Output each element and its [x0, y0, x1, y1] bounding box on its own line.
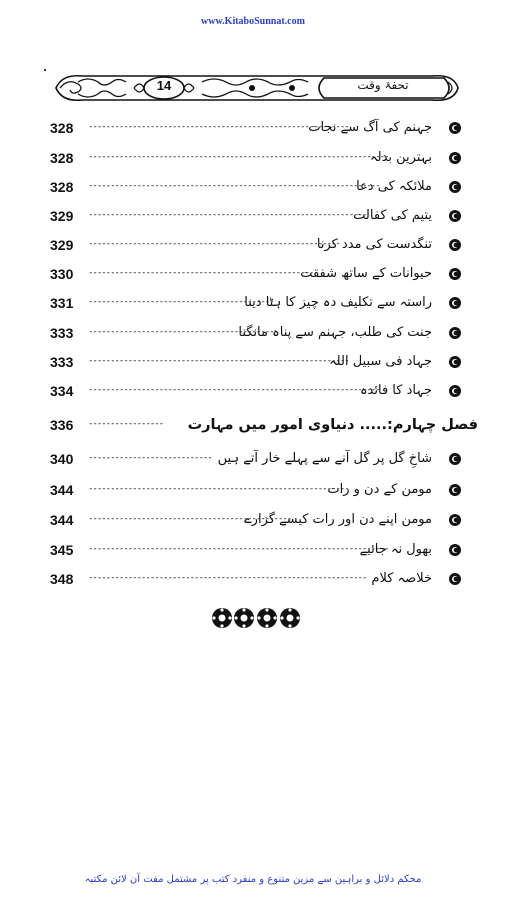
toc-page-number: 333	[50, 325, 74, 341]
scan-speck	[44, 69, 46, 71]
toc-page-number: 331	[50, 295, 74, 311]
toc-row[interactable]	[50, 263, 468, 285]
toc-row[interactable]	[50, 205, 468, 227]
toc-page-number: 333	[50, 354, 74, 370]
toc-row[interactable]	[50, 117, 468, 139]
toc-row[interactable]	[50, 509, 468, 531]
toc-title: مومن اپنے دن اور رات کیسے گزارے	[244, 512, 432, 527]
dot-leader: --------------------------------------------------------------------	[88, 152, 389, 162]
toc-title: جنت کی طلب، جہنم سے پناہ مانگنا	[238, 325, 432, 340]
bullet-icon	[448, 209, 462, 223]
toc-title: شاخِ گل پر گل آنے سے پہلے خار آتے ہیں	[217, 451, 432, 466]
toc-page-number: 345	[50, 542, 74, 558]
toc-page-number: 328	[50, 150, 74, 166]
toc-title: حیوانات کے ساتھ شفقت	[300, 266, 432, 281]
section-heading: فصل چہارم:..... دنیاوی امور میں مہارت	[187, 417, 478, 433]
toc-row[interactable]	[50, 292, 468, 314]
footer-tagline[interactable]: محکم دلائل و براہین سے مزین متنوع و منفرد کتب پر مشتمل مفت آن لائن مکتبہ	[84, 874, 422, 885]
toc-title: جہاد کا فائدہ	[359, 383, 432, 398]
dot-leader: ------------------------------------------	[88, 327, 274, 337]
toc-page-number: 328	[50, 179, 74, 195]
toc-page-number: 334	[50, 383, 74, 399]
dot-leader: -----------------	[88, 419, 164, 429]
toc-row[interactable]	[50, 351, 468, 373]
bullet-icon	[448, 452, 462, 466]
toc-page-number: 344	[50, 512, 74, 528]
toc-row-section[interactable]	[50, 414, 478, 436]
bullet-icon	[448, 355, 462, 369]
dot-leader: ----------------------------------------------------	[88, 268, 318, 278]
toc-title: راستہ سے تکلیف دہ چیز کا ہٹا دینا	[244, 295, 432, 310]
toc-title: یتیم کی کفالت	[353, 208, 432, 223]
toc-row[interactable]	[50, 568, 468, 590]
page-number: 14	[156, 78, 172, 93]
toc-row[interactable]	[50, 479, 468, 501]
toc-page-number: 348	[50, 571, 74, 587]
toc-row[interactable]	[50, 380, 468, 402]
bullet-icon	[448, 572, 462, 586]
toc-title: تنگدست کی مدد کرنا	[316, 237, 432, 252]
toc-row[interactable]	[50, 234, 468, 256]
bullet-icon	[448, 151, 462, 165]
dot-leader: ------------------------------------------------------------------	[88, 385, 380, 395]
dot-leader: ----------------------------------------------	[88, 514, 292, 524]
toc-page-number: 344	[50, 482, 74, 498]
bullet-icon	[448, 121, 462, 135]
dot-leader: ---------------------------------------------------------	[88, 239, 340, 249]
toc-title: جہاد فی سبیل اللہ	[329, 354, 432, 369]
toc-title: خلاصہ کلام	[371, 571, 432, 586]
toc-title: بھول نہ جائیے	[359, 542, 432, 557]
toc-row[interactable]	[50, 448, 468, 470]
site-url[interactable]: www.KitaboSunnat.com	[201, 16, 305, 27]
bullet-icon	[448, 326, 462, 340]
dot-leader: ----------------------------	[88, 453, 212, 463]
dot-leader: -----------------------------------------------------------	[88, 484, 349, 494]
bullet-icon	[448, 296, 462, 310]
toc-page-number: 329	[50, 237, 74, 253]
toc-title: بہترین بدلہ	[370, 150, 432, 165]
toc-title: مومن کے دن و رات	[327, 482, 432, 497]
toc-page-number: 340	[50, 451, 74, 467]
dot-leader: -----------------------------------------------------------	[88, 122, 349, 132]
flower-ornament-icon	[210, 605, 302, 631]
toc-row[interactable]	[50, 322, 468, 344]
toc-page-number: 329	[50, 208, 74, 224]
running-title: تحفۂ وقت	[357, 78, 409, 92]
bullet-icon	[448, 180, 462, 194]
dot-leader: ------------------------------------------------------------------	[88, 181, 380, 191]
bullet-icon	[448, 483, 462, 497]
toc-row[interactable]	[50, 539, 468, 561]
dot-leader: ---------------------------------------------------------------	[88, 573, 367, 583]
bullet-icon	[448, 238, 462, 252]
dot-leader: ---------------------------------------------------------------	[88, 210, 367, 220]
toc-title: ملائکہ کی دعا	[356, 179, 432, 194]
toc-row[interactable]	[50, 147, 468, 169]
bullet-icon	[448, 384, 462, 398]
bullet-icon	[448, 513, 462, 527]
toc-title: جہنم کی آگ سے نجات	[308, 120, 432, 135]
toc-row[interactable]	[50, 176, 468, 198]
bullet-icon	[448, 267, 462, 281]
bullet-icon	[448, 543, 462, 557]
dot-leader: -----------------------------------------------------------	[88, 356, 349, 366]
dot-leader: --------------------------------------------------------------------	[88, 544, 389, 554]
dot-leader: ------------------------------------------	[88, 297, 274, 307]
toc-page-number: 330	[50, 266, 74, 282]
toc-page-number: 328	[50, 120, 74, 136]
page-header	[52, 70, 462, 106]
toc-page-number: 336	[50, 417, 74, 433]
